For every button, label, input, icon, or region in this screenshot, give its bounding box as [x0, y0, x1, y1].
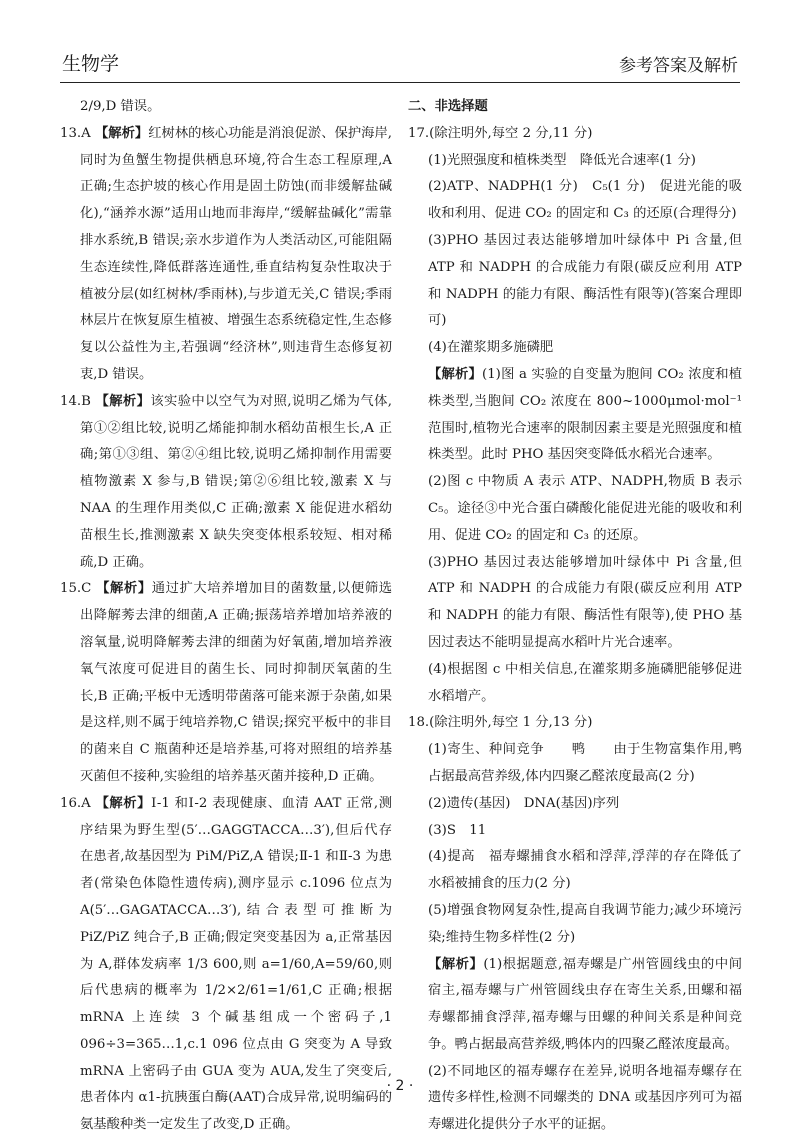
answer-number: 16.A	[60, 795, 91, 811]
analysis-tag: 【解析】	[95, 393, 151, 409]
q17-explanation-2: (2)图 c 中物质 A 表示 ATP、NADPH,物质 B 表示 C₅。途径③中光合蛋白磷酸化能促进光能的吸收和利用、促进 CO₂ 的固定和 C₃ 的还原。	[428, 474, 742, 543]
answer-explanation: 红树林的核心功能是消浪促淤、保护海岸,同时为鱼蟹生物提供栖息环境,符合生态工程原理,A 正确;生态护坡的核心作用是固土防蚀(而非缓解盐碱化),“涵养水源”适用山地而非海岸,“缓解盐碱化”需靠排水系统,B 错误;亲水步道作为人类活动区,可能阻隔生态连续性,降低群落连通性,垂直结构复杂性取决于植被分层(如红树林/季雨林),与步道无关,C 错误;季雨林层片在恢复原生植被、增强生态系统稳定性,生态修复以公益性为主,若强调“经济林”,则违背生态修复初衷,D 错误。	[80, 125, 392, 382]
q18-answer-4: (4)提高 福寿螺捕食水稻和浮萍,浮萍的存在降低了水稻被捕食的压力(2 分)	[428, 849, 742, 892]
q17-explanation-1	[408, 362, 742, 469]
q17-explanation-4: (4)根据图 c 中相关信息,在灌浆期多施磷肥能够促进水稻增产。	[428, 661, 742, 704]
question-18-heading: 18.(除注明外,每空 1 分,13 分)	[408, 715, 593, 731]
analysis-tag: 【解析】	[428, 366, 483, 382]
answer-explanation: 通过扩大培养增加目的菌数量,以便筛选出降解莠去津的细菌,A 正确;振荡培养增加培养液的溶氧量,说明降解莠去津的细菌为好氧菌,增加培养液氧气浓度可促进目的菌生长、同时抑制厌氧菌的生长,B 正确;平板中无透明带菌落可能来源于杂菌,如果是这样,则不属于纯培养物,C 错误;探究平板中的非目的菌来自 C 瓶菌种还是培养基,可将对照组的培养基灭菌但不接种,实验组的培养基灭菌并接种,D 正确。	[80, 581, 392, 784]
analysis-tag: 【解析】	[95, 795, 152, 811]
question-13-answer	[60, 121, 392, 389]
q17-answer-3: (3)PHO 基因过表达能够增加叶绿体中 Pi 含量,但 ATP 和 NADPH 的合成能力有限(碳反应利用 ATP 和 NADPH 的能力有限、酶活性有限等)(答案合理即可)	[428, 232, 742, 329]
question-15-answer	[60, 576, 392, 790]
continued-text: 2/9,D 错误。	[80, 99, 161, 114]
subject-title: 生物学	[62, 53, 120, 75]
explanation-text: (1)根据题意,福寿螺是广州管圆线虫的中间宿主,福寿螺与广州管圆线虫存在寄生关系,田螺和福寿螺都捕食浮萍,福寿螺与田螺的种间关系是种间竞争。鸭占据最高营养级,鸭体内的四聚乙醛浓度最高。	[428, 956, 743, 1052]
q17-explanation-3: (3)PHO 基因过表达能够增加叶绿体中 Pi 含量,但 ATP 和 NADPH 的合成能力有限(碳反应利用 ATP 和 NADPH 的能力有限、酶活性有限等),使 PHO 基因过表达不能明显提高水稻叶片光合速率。	[428, 554, 742, 650]
analysis-tag: 【解析】	[95, 125, 149, 141]
explanation-text: (1)图 a 实验的自变量为胞间 CO₂ 浓度和植株类型,当胞间 CO₂ 浓度在 800~1000μmol·mol⁻¹ 范围时,植物光合速率的限制因素主要是光照强度和植株类型。此时 PHO 基因突变降低水稻光合速率。	[428, 366, 743, 463]
right-column	[408, 94, 742, 1139]
q17-answer-1: (1)光照强度和植株类型 降低光合速率(1 分)	[428, 152, 696, 168]
question-14-answer	[60, 389, 392, 577]
q18-explanation-2: (2)不同地区的福寿螺存在差异,说明各地福寿螺存在遗传多样性,检测不同螺类的 DNA 或基因序列可为福寿螺进化提供分子水平的证据。	[428, 1063, 742, 1133]
page-header	[60, 46, 740, 83]
answer-number: 15.C	[60, 581, 92, 597]
section-title: 参考答案及解析	[619, 56, 738, 76]
answer-explanation: Ⅰ-1 和Ⅰ-2 表现健康、血清 AAT 正常,测序结果为野生型(5′…GAGGTACCA…3′),但后代存在患者,故基因型为 PiM/PiZ,A 错误;Ⅱ-1 和Ⅱ-3 为患者(常染色体隐性遗传病),测序显示 c.1096 位点为 A(5′…GAGATACCA…3′),结合表型可推断为 PiZ/PiZ 纯合子,B 正确;假定突变基因为 a,正常基因为 A,群体发病率 1/3 600,则 a=1/60,A=59/60,则后代患病的概率为 1/2×2/61=1/61,C 正确;根据 mRNA 上连续 3 个碱基组成一个密码子,1 096÷3=365…1,c.1 096 位点由 G 突变为 A 导致 mRNA 上密码子由 GUA 变为 AUA,发生了突变后,患者体内 α1-抗胰蛋白酶(AAT)合成异常,说明编码的氨基酸种类一定发生了改变,D 正确。	[80, 795, 393, 1133]
q18-answer-1: (1)寄生、种间竞争 鸭 由于生物富集作用,鸭占据最高营养级,体内四聚乙醛浓度最高(2 分)	[428, 742, 742, 784]
analysis-tag: 【解析】	[428, 956, 484, 972]
q17-answer-4: (4)在灌浆期多施磷肥	[428, 340, 554, 356]
page-number: · 2 ·	[386, 1078, 414, 1094]
left-column	[60, 94, 392, 1139]
q18-answer-2: (2)遗传(基因) DNA(基因)序列	[428, 795, 620, 811]
question-17-heading: 17.(除注明外,每空 2 分,11 分)	[408, 125, 593, 141]
answer-explanation: 该实验中以空气为对照,说明乙烯为气体,第①②组比较,说明乙烯能抑制水稻幼苗根生长,A 正确;第①③组、第②④组比较,说明乙烯抑制作用需要植物激素 X 参与,B 错误;第②⑥组比较,激素 X 与 NAA 的生理作用类似,C 正确;激素 X 能促进水稻幼苗根生长,推测激素 X 缺失突变体根系较短、相对稀疏,D 正确。	[80, 393, 392, 570]
analysis-tag: 【解析】	[96, 581, 152, 597]
answer-number: 14.B	[60, 393, 91, 409]
q18-answer-3: (3)S 11	[428, 822, 487, 838]
q17-answer-2: (2)ATP、NADPH(1 分) C₅(1 分) 促进光能的吸收和利用、促进 CO₂ 的固定和 C₃ 的还原(合理得分)	[428, 179, 742, 222]
answer-number: 13.A	[60, 125, 91, 141]
q18-answer-5: (5)增强食物网复杂性,提高自我调节能力;减少环境污染;维持生物多样性(2 分)	[428, 902, 742, 945]
q18-explanation-1	[408, 952, 742, 1059]
non-choice-section-title: 二、非选择题	[408, 99, 488, 114]
